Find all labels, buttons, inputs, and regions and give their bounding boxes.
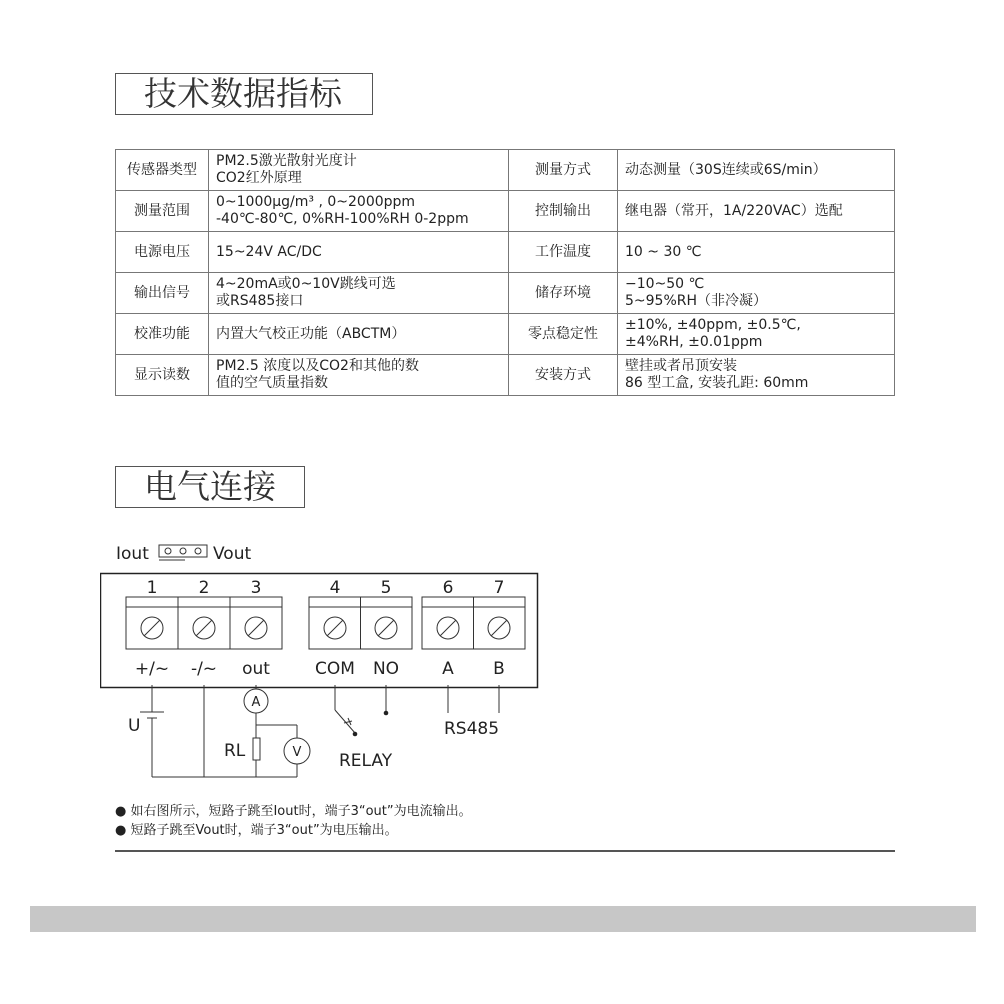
note-item: ● 如右图所示，短路子跳至Iout时，端子3“out”为电流输出。: [115, 804, 472, 819]
terminal-screw-icon: [437, 617, 459, 639]
spec-label: 电源电压: [116, 232, 209, 273]
spec-heading: 技术数据指标: [115, 73, 373, 115]
jumper-vout-label: Vout: [213, 544, 252, 564]
svg-text:A: A: [251, 695, 261, 710]
terminal-screw-icon: [375, 617, 397, 639]
spec-row: [116, 232, 895, 273]
terminal-number: 5: [380, 578, 392, 598]
spec-value-line: 0~1000μg/m³ , 0~2000ppm: [216, 194, 416, 210]
spec-label: 显示读数: [116, 355, 209, 396]
spec-value: [209, 150, 509, 191]
spec-value: [618, 150, 895, 191]
spec-label: 安装方式: [509, 355, 618, 396]
spec-label: 储存环境: [509, 273, 618, 314]
rl-label: RL: [224, 741, 246, 761]
spec-value-line: 4~20mA或0~10V跳线可选: [216, 276, 396, 292]
spec-value: [618, 191, 895, 232]
terminal-label: +/~: [134, 659, 170, 679]
spec-row: [116, 150, 895, 191]
divider: [115, 850, 895, 852]
terminal-number: 4: [329, 578, 341, 598]
terminal-screw-icon: [324, 617, 346, 639]
notes: [115, 802, 472, 840]
spec-value: [618, 355, 895, 396]
footer-bar: [30, 906, 976, 932]
spec-value-line: −10~50 ℃: [625, 276, 705, 292]
terminal-screw-icon: [488, 617, 510, 639]
terminal-block: [126, 597, 282, 649]
relay-switch-icon: [344, 711, 388, 737]
spec-value-line: 10 ~ 30 ℃: [625, 243, 702, 260]
terminal-number: 2: [198, 578, 210, 598]
spec-value: [618, 232, 895, 273]
spec-label: 校准功能: [116, 314, 209, 355]
terminal-screw-icon: [245, 617, 267, 639]
terminal-screw-icon: [141, 617, 163, 639]
terminal-number: 7: [493, 578, 505, 598]
spec-value: [209, 273, 509, 314]
u-label: U: [128, 716, 141, 736]
spec-value-line: -40℃-80℃, 0%RH-100%RH 0-2ppm: [216, 211, 469, 227]
terminal-label: COM: [315, 659, 355, 679]
spec-value-line: 或RS485接口: [216, 293, 304, 309]
spec-value: [209, 355, 509, 396]
spec-value: [209, 314, 509, 355]
spec-value-line: PM2.5激光散射光度计: [216, 153, 357, 169]
spec-value-line: 86 型工盒, 安装孔距: 60mm: [625, 375, 809, 391]
spec-row: [116, 191, 895, 232]
spec-label: 零点稳定性: [509, 314, 618, 355]
spec-value: [618, 273, 895, 314]
spec-value-line: PM2.5 浓度以及CO2和其他的数: [216, 358, 419, 374]
spec-table: [115, 149, 895, 396]
spec-value-line: 继电器（常开，1A/220VAC）选配: [625, 202, 843, 219]
spec-value-line: 内置大气校正功能（ABCTM）: [216, 325, 406, 342]
spec-value-line: 动态测量（30S连续或6S/min）: [625, 161, 827, 178]
svg-text:V: V: [292, 745, 302, 760]
terminal-label: NO: [372, 659, 400, 679]
voltmeter-icon: [284, 738, 310, 764]
spec-value-line: 5~95%RH（非冷凝）: [625, 293, 768, 309]
spec-value-line: CO2红外原理: [216, 170, 302, 186]
ammeter-icon: [244, 689, 268, 713]
spec-value-line: 壁挂或者吊顶安装: [625, 358, 737, 374]
spec-label: 输出信号: [116, 273, 209, 314]
spec-label: 工作温度: [509, 232, 618, 273]
terminal-label: out: [242, 659, 270, 679]
wiring-diagram: [100, 535, 540, 785]
spec-row: [116, 355, 895, 396]
terminal-screw-icon: [193, 617, 215, 639]
terminal-label: -/~: [190, 659, 218, 679]
jumper-icon: [159, 545, 207, 560]
terminal-label: A: [442, 659, 454, 679]
terminal-number: 6: [442, 578, 454, 598]
terminal-number: 3: [250, 578, 262, 598]
spec-label: 传感器类型: [116, 150, 209, 191]
terminal-label: B: [493, 659, 505, 679]
spec-value-line: 值的空气质量指数: [216, 375, 328, 391]
spec-value: [209, 232, 509, 273]
spec-row: [116, 273, 895, 314]
spec-value-line: ±10%, ±40ppm, ±0.5℃,: [625, 317, 801, 333]
rs485-label: RS485: [444, 719, 500, 739]
relay-label: RELAY: [339, 751, 393, 771]
jumper-iout-label: Iout: [116, 544, 149, 564]
electrical-heading: 电气连接: [115, 466, 305, 508]
spec-label: 控制输出: [509, 191, 618, 232]
spec-value-line: ±4%RH, ±0.01ppm: [625, 334, 763, 350]
spec-value: [209, 191, 509, 232]
terminal-number: 1: [146, 578, 158, 598]
spec-value-line: 15~24V AC/DC: [216, 243, 322, 260]
spec-label: 测量方式: [509, 150, 618, 191]
note-item: ● 短路子跳至Vout时，端子3“out”为电压输出。: [115, 823, 398, 838]
spec-value: [618, 314, 895, 355]
spec-label: 测量范围: [116, 191, 209, 232]
spec-row: [116, 314, 895, 355]
